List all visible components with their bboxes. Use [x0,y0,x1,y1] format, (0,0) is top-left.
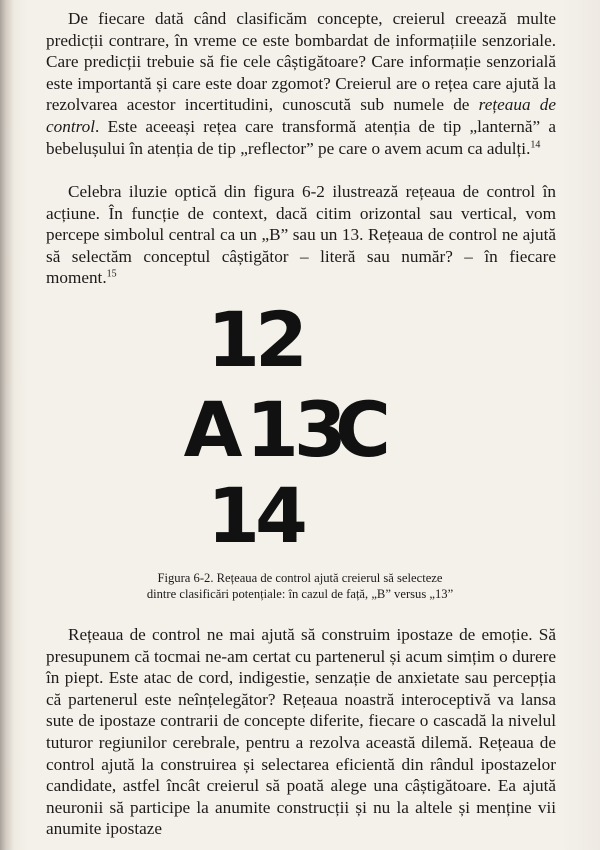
figure-ambiguous-b-13: 13 [246,385,342,474]
footnote-marker-15: 15 [106,268,117,280]
paragraph-3 [46,624,556,840]
paragraph-2 [46,181,556,289]
page-gutter-shadow [0,0,14,850]
figure-letter-c: C [335,385,391,474]
figure-number-14: 14 [207,471,303,560]
figure-middle-row [180,385,410,474]
footnote-marker-14: 14 [530,138,541,150]
figure-caption-line-2: dintre clasificări potențiale: în cazul de față, „B” versus „13” [146,587,454,601]
paragraph-1-text-after: . Este aceeași rețea care transformă atenția de tip „lanternă” a bebelușului în atenția de tip „reflector” pe care o avem acum ca adulți. [46,116,556,158]
figure-letter-a: A [183,385,243,474]
figure-caption-line-1: Figura 6-2. Rețeaua de control ajută creierul să selecteze [157,571,443,585]
control-network-term: rețeaua de control [46,95,557,136]
paragraph-1-text-before: De fiecare dată când clasificăm concepte, creierul creează multe predicții contrare, în vreme ce este bombardat de informațiile senzoriale. Care predicții trebuie să fie cele câștigătoare? Care informație senzorială este importantă și care este doar zgomot? Creierul are o rețea care ajută la rezolvarea acestor incertitudini, cunoscută sub numele de [46,9,556,115]
paragraph-2-text: Celebra iluzie optică din figura 6-2 ilustrează rețeaua de control în acțiune. În funcție de context, dacă citim orizontal sau vertical, vom percepe simbolul central ca un „B” sau un 13. Rețeaua de control ne ajută să selectăm conceptul câștigător – literă sau număr? – în fiecare moment. [46,182,556,288]
figure-number-12: 12 [207,295,303,384]
paragraph-1 [46,8,556,159]
figure-6-2-illusion [180,295,410,560]
figure-caption [110,570,490,602]
paragraph-3-text: Rețeaua de control ne mai ajută să construim ipostaze de emoție. Să presupunem că tocmai ne-am certat cu partenerul și acum simțim o durere în piept. Este atac de cord, indigestie, senzație de anxietate sau percepția că partenerul este neînțelegător? Rețeaua noastră interoceptivă va lansa sute de ipostaze contrarii de concepte diferite, fiecare o cascadă la nivelul tuturor regiunilor cerebrale, pentru a rezolva această dilemă. Rețeaua de control ajută la construirea și selectarea eficientă din rândul ipostazelor candidate, astfel încât creierul să poată alege una câștigătoare. Ea ajută neuronii să participe la anumite construcții și nu la altele și menține vii anumite ipostaze [46,625,556,839]
